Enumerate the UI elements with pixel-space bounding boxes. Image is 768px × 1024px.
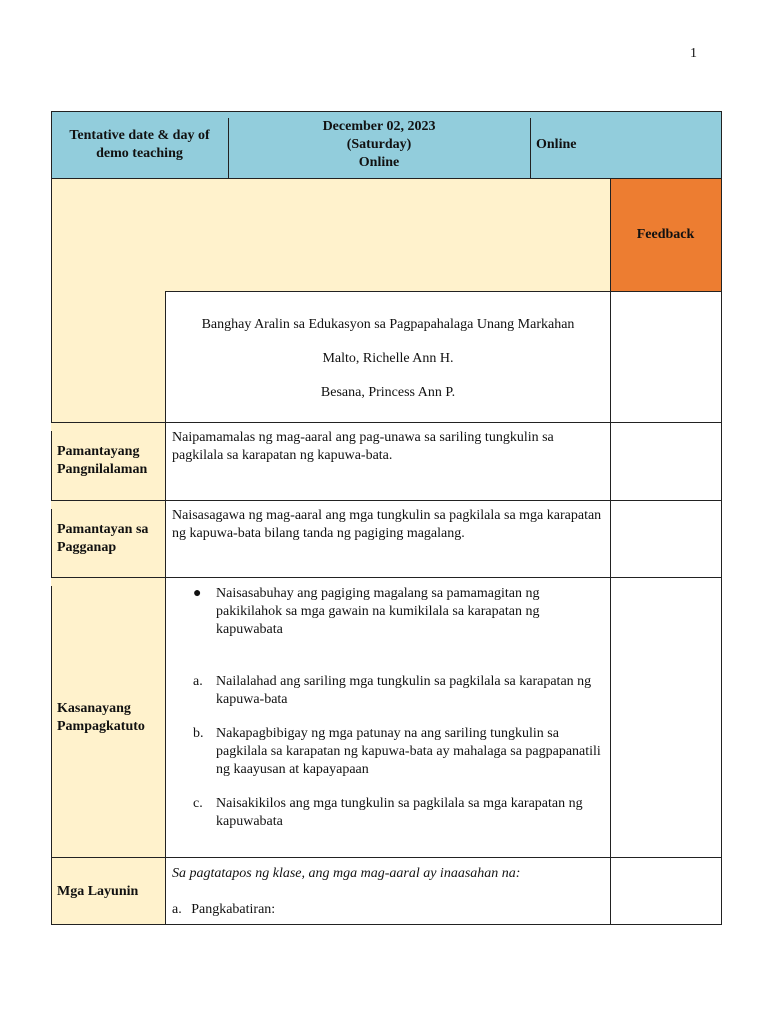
pamantayang-pangnilalaman-label: Pamantayang Pangnilalaman	[57, 444, 148, 477]
label-gap	[51, 501, 54, 509]
pamantayan-sa-pagganap-text: Naisasagawa ng mag-aaral ang mga tungkulin sa pagkilala sa mga karapatan ng kapuwa-bata bilang tanda ng pagiging magalang.	[172, 508, 602, 541]
competency-item-text: Nakapagbibigay ng mga patunay na ang sariling tungkulin sa pagkilala sa karapatan ng kapuwa-bata ay mahalaga sa pagpapanatili ng kaayusan at kapayapaan	[216, 726, 601, 777]
list-marker: b.	[193, 726, 204, 741]
feedback-label-cell	[610, 179, 721, 291]
kasanayang-pampagkatuto-content	[166, 578, 610, 858]
mga-layunin-label: Mga Layunin	[57, 883, 139, 899]
kasanayang-pampagkatuto-label: Kasanayang Pampagkatuto	[57, 701, 145, 734]
objectives-intro: Sa pagtatapos ng klase, ang mga mag-aaral ay inaasahan na:	[172, 866, 521, 881]
lesson-plan-title: Banghay Aralin sa Edukasyon sa Pagpapahalaga Unang Markahan	[201, 317, 575, 332]
label-gap	[51, 423, 54, 431]
table-border	[51, 111, 722, 112]
table-divider	[166, 291, 722, 292]
page-number: 1	[690, 46, 697, 61]
header-modality-cell	[530, 111, 721, 179]
table-border	[51, 924, 722, 925]
header-date-cell	[228, 111, 530, 179]
mga-layunin-content	[166, 858, 610, 925]
table-divider	[51, 577, 722, 578]
table-divider	[51, 178, 722, 179]
competency-objectives-list	[166, 673, 604, 831]
top-banner-area	[51, 179, 610, 291]
intro-cell	[166, 292, 610, 422]
competency-bullet-list	[166, 585, 604, 639]
table-border	[51, 111, 52, 925]
table-divider	[530, 118, 531, 179]
objectives-item-text: Pangkabatiran:	[191, 902, 276, 917]
header-date: December 02, 2023	[322, 119, 436, 134]
kasanayang-pampagkatuto-label-cell	[51, 578, 165, 858]
competency-item-text: Nailalahad ang sariling mga tungkulin sa pagkilala sa karapatan ng kapuwa-bata	[216, 674, 592, 707]
table-divider	[51, 422, 722, 423]
table-divider	[165, 291, 166, 925]
competency-bullet-text: Naisasabuhay ang pagiging magalang sa pamamagitan ng pakikilahok sa mga gawain na kumikilala sa karapatan ng kapuwabata	[216, 586, 540, 637]
table-divider	[51, 857, 722, 858]
pamantayan-sa-pagganap-label: Pamantayan sa Pagganap	[57, 522, 149, 555]
pamantayan-sa-pagganap-label-cell	[51, 500, 165, 578]
table-divider	[228, 118, 229, 179]
pamantayang-pangnilalaman-label-cell	[51, 422, 165, 500]
competency-item-text: Naisakikilos ang mga tungkulin sa pagkilala sa mga karapatan ng kapuwabata	[216, 796, 583, 829]
table-border	[721, 111, 722, 925]
header-label-cell	[51, 111, 228, 179]
competency-item-b	[166, 725, 604, 779]
competency-item-c	[166, 795, 604, 831]
table-divider	[51, 500, 722, 501]
label-gap	[51, 578, 54, 586]
header-label: Tentative date & day of demo teaching	[69, 128, 210, 161]
competency-item-a	[166, 673, 604, 709]
header-mode: Online	[358, 155, 400, 170]
mga-layunin-label-cell	[51, 858, 165, 925]
header-modality: Online	[536, 137, 577, 152]
author-2: Besana, Princess Ann P.	[320, 385, 456, 400]
objectives-item-a	[172, 901, 604, 919]
list-marker: c.	[193, 796, 203, 811]
list-marker: a.	[193, 674, 203, 689]
feedback-label: Feedback	[636, 227, 695, 242]
pamantayang-pangnilalaman-content	[166, 422, 610, 500]
author-1: Malto, Richelle Ann H.	[322, 351, 454, 366]
competency-bullet-item	[166, 585, 604, 639]
pamantayan-sa-pagganap-content	[166, 500, 610, 578]
pamantayang-pangnilalaman-text: Naipamamalas ng mag-aaral ang pag-unawa sa sariling tungkulin sa pagkilala sa karapatan ng kapuwa-bata.	[172, 430, 554, 463]
header-day: (Saturday)	[346, 137, 412, 152]
bullet-icon: ●	[193, 586, 202, 601]
list-marker: a.	[172, 902, 182, 917]
